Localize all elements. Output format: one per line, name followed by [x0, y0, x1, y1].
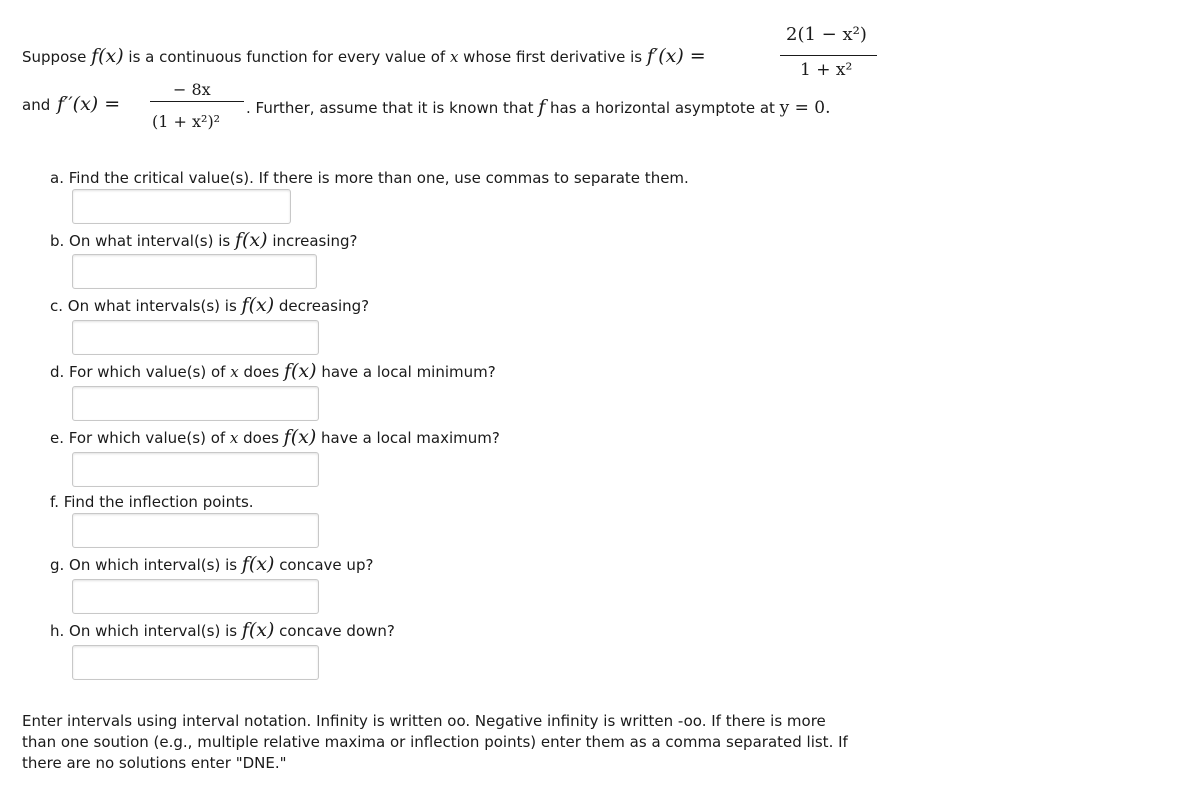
- question-e: [50, 426, 500, 448]
- fprime-fraction-bar: [780, 55, 877, 56]
- question-c-prefix: c. On what intervals(s) is: [50, 297, 242, 315]
- question-e-prefix: e. For which value(s) of: [50, 429, 230, 447]
- question-h-prefix: h. On which interval(s) is: [50, 622, 242, 640]
- question-e-suffix: have a local maximum?: [316, 429, 500, 447]
- intro-mid-2: whose first derivative is: [458, 48, 647, 66]
- question-h-suffix: concave down?: [274, 622, 395, 640]
- question-g: [50, 553, 373, 575]
- question-c: [50, 294, 369, 316]
- and-label: and: [22, 96, 51, 114]
- question-d-mid: does: [238, 363, 284, 381]
- math-fx: f(x): [91, 45, 124, 67]
- problem-line-2-rest: [246, 96, 831, 118]
- question-b: [50, 229, 357, 251]
- question-d: [50, 360, 496, 382]
- math-fx: f(x): [234, 229, 268, 251]
- math-f: f: [538, 96, 546, 118]
- math-x: x: [449, 48, 459, 66]
- fprime-denominator: 1 + x²: [800, 60, 853, 80]
- question-e-mid: does: [238, 429, 284, 447]
- math-fx: f(x): [241, 619, 275, 641]
- fprime-lhs: f′(x) =: [646, 45, 706, 67]
- question-g-prefix: g. On which interval(s) is: [50, 556, 242, 574]
- question-d-suffix: have a local minimum?: [316, 363, 496, 381]
- question-c-suffix: decreasing?: [274, 297, 370, 315]
- math-x: x: [230, 363, 239, 381]
- intro-prefix: Suppose: [22, 48, 92, 66]
- answer-input-f[interactable]: [72, 513, 319, 548]
- asymptote-value: y = 0.: [779, 98, 831, 118]
- question-d-prefix: d. For which value(s) of: [50, 363, 231, 381]
- question-b-suffix: increasing?: [267, 232, 358, 250]
- further-text: . Further, assume that it is known that: [246, 99, 539, 117]
- question-a: a. Find the critical value(s). If there is more than one, use commas to separate them.: [50, 169, 689, 187]
- fdouble-fraction-bar: [150, 101, 244, 102]
- intro-mid-1: is a continuous function for every value of: [123, 48, 450, 66]
- answer-input-g[interactable]: [72, 579, 319, 614]
- math-fx: f(x): [283, 426, 317, 448]
- answer-input-e[interactable]: [72, 452, 319, 487]
- fdouble-denominator: (1 + x²)²: [152, 112, 221, 131]
- math-fx: f(x): [283, 360, 317, 382]
- answer-input-h[interactable]: [72, 645, 319, 680]
- math-x: x: [229, 429, 239, 447]
- fdouble-lhs: f′′(x) =: [57, 93, 121, 115]
- question-g-suffix: concave up?: [274, 556, 374, 574]
- question-h: [50, 619, 395, 641]
- answer-input-a[interactable]: [72, 189, 291, 224]
- fprime-numerator: 2(1 − x²): [786, 24, 867, 45]
- question-b-prefix: b. On what interval(s) is: [50, 232, 235, 250]
- answer-input-d[interactable]: [72, 386, 319, 421]
- fdouble-numerator: − 8x: [173, 80, 211, 99]
- math-fx: f(x): [241, 294, 275, 316]
- math-fx: f(x): [241, 553, 275, 575]
- question-f: f. Find the inflection points.: [50, 493, 254, 511]
- problem-line-1: [22, 45, 706, 67]
- asymptote-text: has a horizontal asymptote at: [545, 99, 780, 117]
- answer-input-c[interactable]: [72, 320, 319, 355]
- instructions-text: Enter intervals using interval notation. Infinity is written oo. Negative infinity is written -oo. If there is more than one soution (e.g., multiple relative maxima or inflection points) enter them as a comma separated list. If there are no solutions enter "DNE.": [22, 712, 848, 772]
- answer-input-b[interactable]: [72, 254, 317, 289]
